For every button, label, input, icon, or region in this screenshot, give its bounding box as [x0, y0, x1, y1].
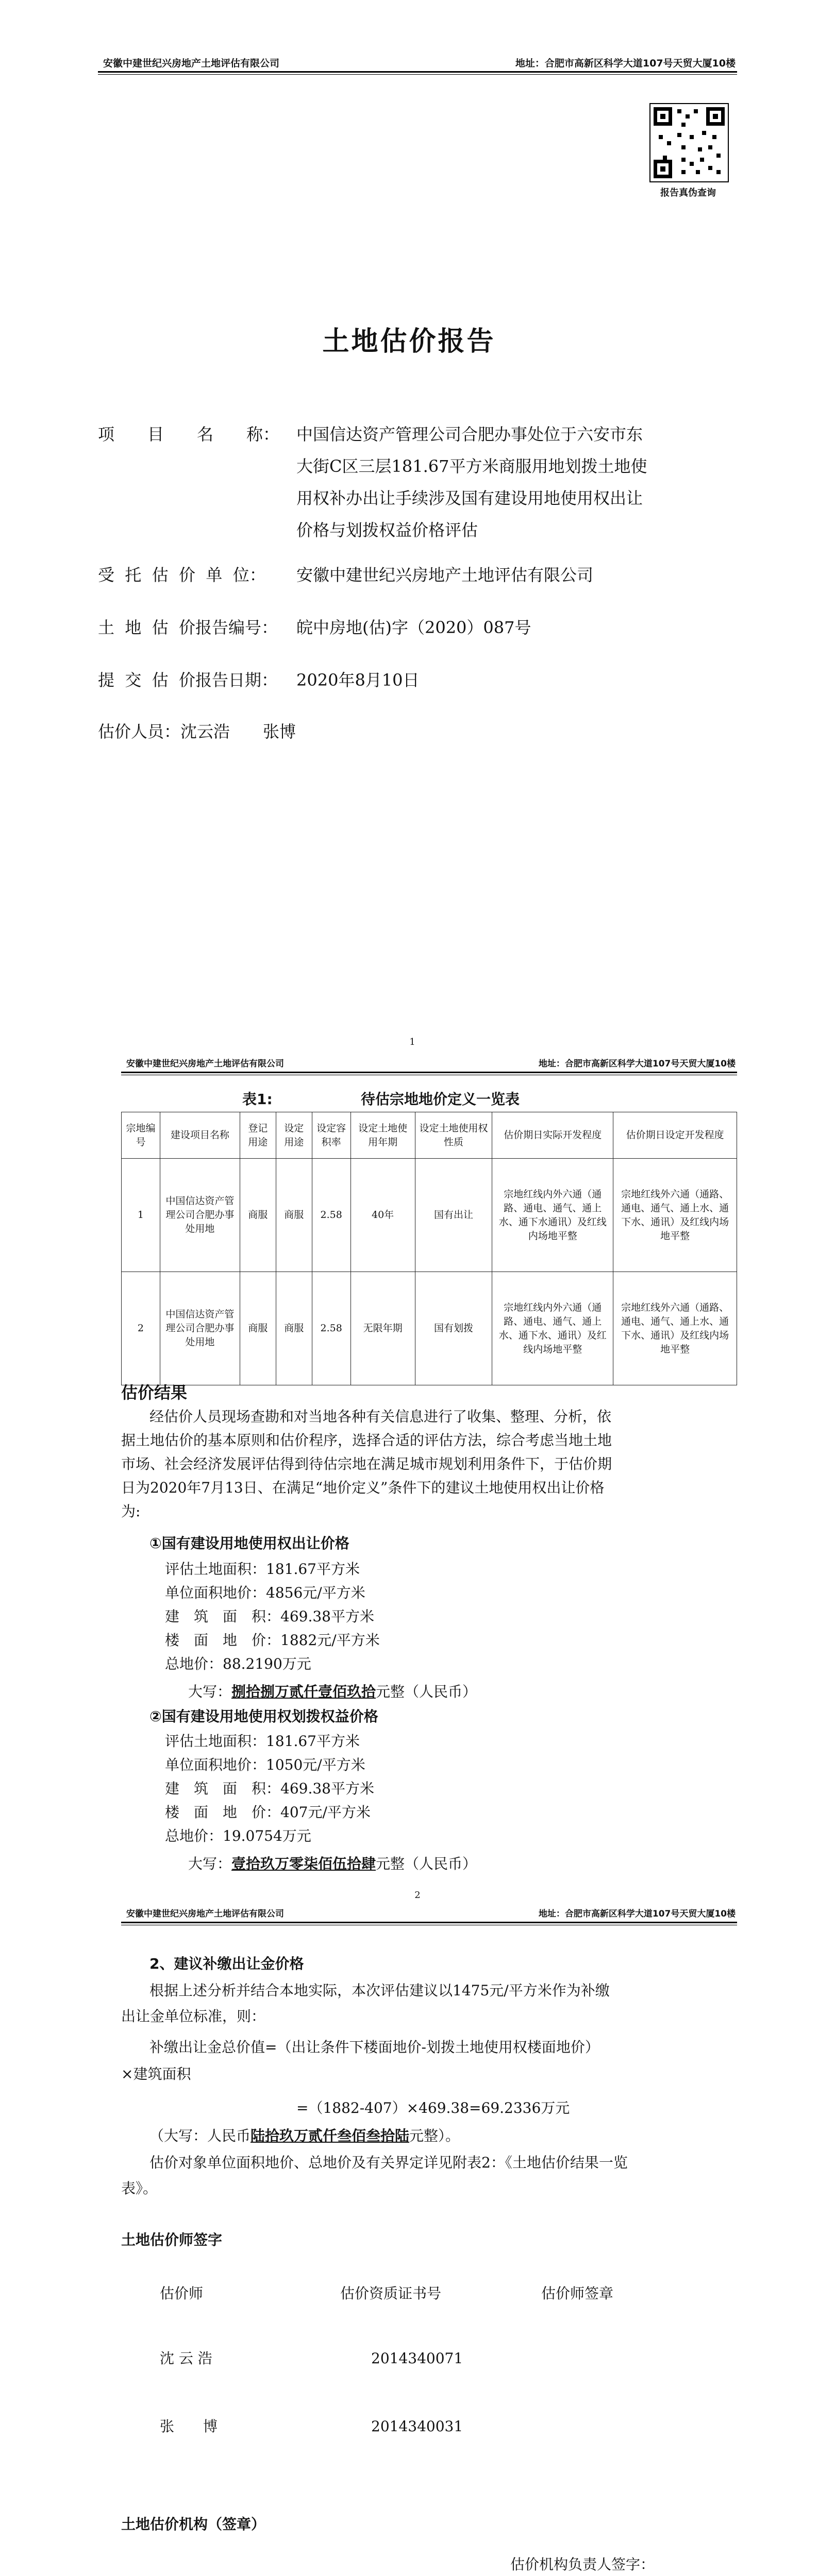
header-company: 安徽中建世纪兴房地产土地评估有限公司 [126, 1909, 284, 1919]
report-title: 土地估价报告 [322, 326, 496, 357]
page-number: 2 [414, 1890, 421, 1901]
sec2-capitals [188, 1853, 477, 1875]
table-header-cell: 宗地编号 [122, 1112, 160, 1159]
sec1-line: 总地价：88.2190万元 [165, 1655, 311, 1672]
sec2-line: 单位面积地价：1050元/平方米 [165, 1756, 365, 1773]
para-line: 根据上述分析并结合本地实际，本次评估建议以1475元/平方米作为补缴 [149, 1982, 610, 1999]
page-header [0, 1901, 818, 1922]
result-heading: 估价结果 [121, 1383, 188, 1402]
header-address: 地址：合肥市高新区科学大道107号天贸大厦10楼 [538, 1059, 736, 1069]
formula-line: ×建筑面积 [121, 2065, 191, 2082]
table-cell: 2.58 [312, 1272, 350, 1385]
org-line: 估价机构负责人签字： [510, 2556, 655, 2573]
table-header-row [122, 1112, 737, 1159]
formula-line: 补缴出让金总价值=（出让条件下楼面地价-划拨土地使用权楼面地价） [149, 2039, 599, 2056]
sec1-title: ①国有建设用地使用权出让价格 [149, 1535, 349, 1552]
appraiser-cert: 2014340071 [371, 2350, 463, 2367]
formula-result: =（1882-407）×469.38=69.2336万元 [296, 2099, 570, 2116]
table-cell: 中国信达资产管理公司合肥办事处用地 [160, 1272, 240, 1385]
table-cell: 2 [122, 1272, 160, 1385]
table-cell: 商服 [276, 1159, 312, 1272]
land-price-table [121, 1112, 737, 1385]
sign-heading: 土地估价师签字 [121, 2231, 223, 2248]
caps-suffix: 元整（人民币） [376, 1683, 477, 1700]
caps-label: 大写： [188, 1855, 232, 1872]
table-cell: 商服 [240, 1272, 276, 1385]
caps-value: 陆拾玖万贰仟叁佰叁拾陆 [251, 2127, 410, 2144]
table-header-cell: 估价期日设定开发程度 [613, 1112, 737, 1159]
page-number: 1 [409, 1037, 415, 1047]
sec1-line: 楼 面 地 价：1882元/平方米 [165, 1632, 380, 1649]
sec2-title: ②国有建设用地使用权划拨权益价格 [149, 1708, 378, 1725]
sec2-line: 评估土地面积：181.67平方米 [165, 1733, 360, 1750]
submit-date-label: 提 交 估 价报告日期： [98, 670, 278, 690]
appraisers-label: 估价人员： [98, 722, 181, 741]
table-header-cell: 设定土地使用权性质 [415, 1112, 492, 1159]
header-company: 安徽中建世纪兴房地产土地评估有限公司 [126, 1059, 284, 1069]
caps-line [149, 2125, 460, 2147]
header-address: 地址：合肥市高新区科学大道107号天贸大厦10楼 [538, 1909, 736, 1919]
header-rule [121, 1072, 737, 1073]
entrust-label: 受 托 估 价 单 位： [98, 565, 266, 585]
project-line: 大街C区三层181.67平方米商服用地划拨土地使 [296, 456, 647, 476]
header-company: 安徽中建世纪兴房地产土地评估有限公司 [103, 58, 280, 69]
sec1-capitals [188, 1681, 477, 1703]
table-cell: 宗地红线内外六通（通路、通电、通气、通上水、通下水、通讯）及红线内场地平整 [492, 1272, 613, 1385]
caps-prefix: （大写：人民币 [149, 2127, 251, 2144]
table-header-cell: 设定用途 [276, 1112, 312, 1159]
sec1-line: 建 筑 面 积：469.38平方米 [165, 1608, 374, 1625]
table-header-cell: 设定容积率 [312, 1112, 350, 1159]
table-header-cell: 估价期日实际开发程度 [492, 1112, 613, 1159]
sec1-line: 评估土地面积：181.67平方米 [165, 1561, 360, 1578]
table-cell: 无限年期 [350, 1272, 415, 1385]
table-row [122, 1159, 737, 1272]
org-heading: 土地估价机构（签章） [121, 2516, 266, 2533]
caps-suffix: 元整（人民币） [376, 1855, 477, 1872]
page-header [0, 50, 818, 71]
project-label: 项 目 名 称： [98, 425, 280, 444]
table-header-cell: 登记用途 [240, 1112, 276, 1159]
caps-value: 壹拾玖万零柒佰伍拾肆 [231, 1855, 376, 1872]
table-cell: 2.58 [312, 1159, 350, 1272]
table-title: 待估宗地地价定义一览表 [361, 1091, 520, 1108]
header-rule [98, 74, 737, 75]
result-para-line: 日为2020年7月13日、在满足“地价定义”条件下的建议土地使用权出让价格 [121, 1479, 605, 1496]
para-line: 出让金单位标准，则： [121, 2008, 266, 2025]
qr-code[interactable] [649, 103, 729, 182]
header-address: 地址：合肥市高新区科学大道107号天贸大厦10楼 [515, 58, 736, 69]
caps-suffix: 元整）。 [409, 2127, 460, 2144]
appraiser-name: 沈 云 浩 [160, 2350, 212, 2367]
table-header-cell: 建设项目名称 [160, 1112, 240, 1159]
report-no-label: 土 地 估 价报告编号： [98, 618, 278, 637]
entrust-value: 安徽中建世纪兴房地产土地评估有限公司 [296, 565, 594, 585]
sec-title: 2、建议补缴出让金价格 [149, 1955, 304, 1972]
sign-header-cert: 估价资质证书号 [340, 2285, 442, 2302]
report-no-value: 皖中房地(估)字（2020）087号 [296, 618, 531, 637]
table-cell: 1 [122, 1159, 160, 1272]
caps-value: 捌拾捌万贰仟壹佰玖拾 [231, 1683, 376, 1700]
sign-header-seal: 估价师签章 [541, 2285, 614, 2302]
project-line: 中国信达资产管理公司合肥办事处位于六安市东 [296, 425, 643, 444]
sec2-line: 楼 面 地 价：407元/平方米 [165, 1804, 371, 1821]
appraisers-value: 沈云浩 张博 [180, 722, 296, 741]
note-line: 表》。 [121, 2180, 158, 2197]
table-cell: 40年 [350, 1159, 415, 1272]
appraiser-name: 张 博 [160, 2418, 218, 2435]
table-cell: 国有划拨 [415, 1272, 492, 1385]
table-cell: 宗地红线外六通（通路、通电、通气、通上水、通下水、通讯）及红线内场地平整 [613, 1272, 737, 1385]
project-line: 价格与划拨权益价格评估 [296, 520, 478, 540]
sec1-line: 单位面积地价：4856元/平方米 [165, 1584, 365, 1601]
result-para-line: 为: [121, 1503, 141, 1520]
header-rule [98, 71, 737, 73]
sec2-line: 总地价：19.0754万元 [165, 1827, 311, 1844]
sec2-line: 建 筑 面 积：469.38平方米 [165, 1780, 374, 1797]
header-rule [121, 1922, 737, 1923]
submit-date-value: 2020年8月10日 [296, 670, 420, 690]
qr-caption: 报告真伪查询 [660, 188, 716, 198]
table-header-cell: 设定土地使用年期 [350, 1112, 415, 1159]
table-cell: 宗地红线外六通（通路、通电、通气、通上水、通下水、通讯）及红线内场地平整 [613, 1159, 737, 1272]
caps-label: 大写： [188, 1683, 232, 1700]
result-para-line: 经估价人员现场查勘和对当地各种有关信息进行了收集、整理、分析，依 [149, 1408, 612, 1425]
sign-header-appraiser: 估价师 [160, 2285, 204, 2302]
project-line: 用权补办出让手续涉及国有建设用地使用权出让 [296, 488, 643, 508]
table-cell: 国有出让 [415, 1159, 492, 1272]
table-cell: 宗地红线内外六通（通路、通电、通气、通上水、通下水通讯）及红线内场地平整 [492, 1159, 613, 1272]
table-cell: 商服 [240, 1159, 276, 1272]
table-row [122, 1272, 737, 1385]
table-caption: 表1: [242, 1091, 273, 1108]
result-para-line: 据土地估价的基本原则和估价程序，选择合适的评估方法，综合考虑当地土地 [121, 1432, 612, 1449]
appraiser-cert: 2014340031 [371, 2418, 463, 2435]
page-header [0, 1051, 818, 1072]
result-para-line: 市场、社会经济发展评估得到待估宗地在满足城市规划利用条件下，于估价期 [121, 1455, 612, 1472]
note-line: 估价对象单位面积地价、总地价及有关界定详见附表2：《土地估价结果一览 [149, 2154, 628, 2171]
table-cell: 商服 [276, 1272, 312, 1385]
table-cell: 中国信达资产管理公司合肥办事处用地 [160, 1159, 240, 1272]
